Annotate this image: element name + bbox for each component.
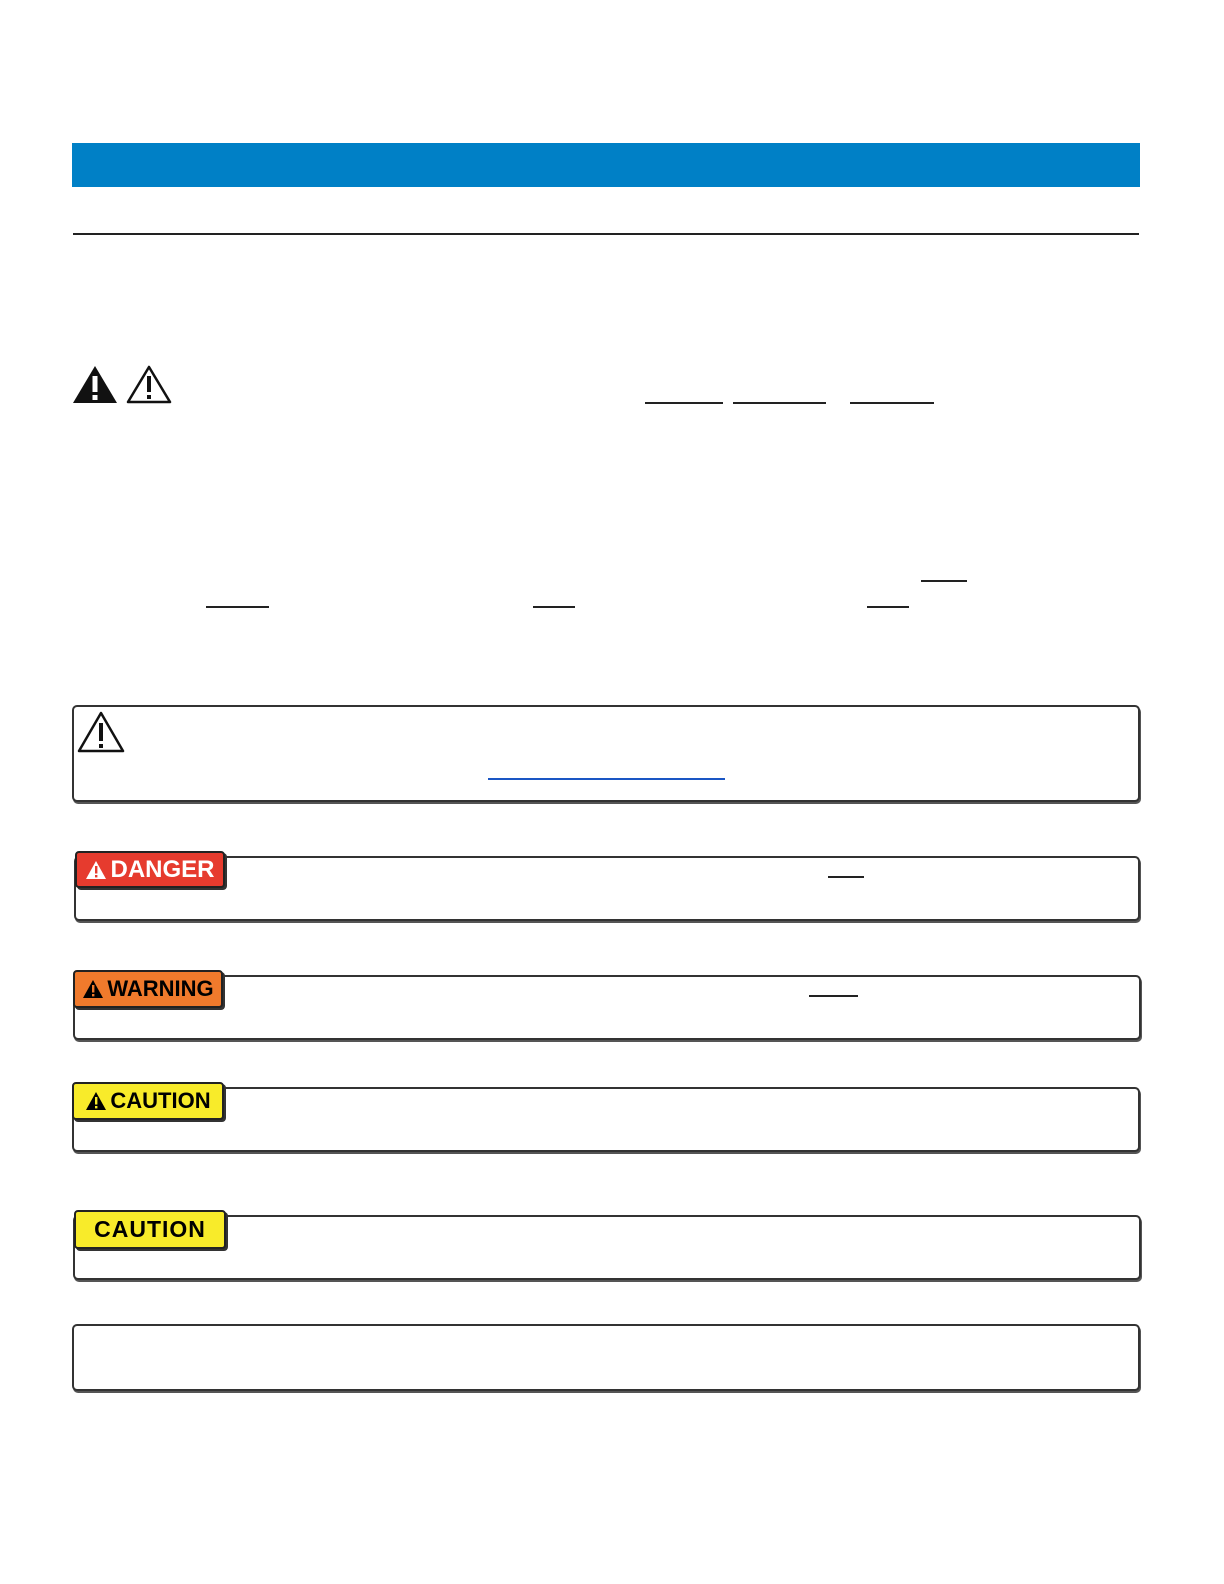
underline-mark [533, 606, 575, 608]
underline-mark [206, 606, 269, 608]
underline-mark [867, 606, 909, 608]
caution-alert-definition-box [72, 1087, 1140, 1152]
danger-definition-box [74, 856, 1140, 921]
danger-label: DANGER [110, 855, 215, 883]
header-divider [73, 233, 1139, 235]
danger-signal-word [75, 851, 225, 888]
warning-triangle-icon [85, 860, 107, 880]
warning-triangle-icon [82, 979, 104, 999]
underline-mark [733, 402, 826, 404]
underline-mark [645, 402, 723, 404]
caution-signal-word [74, 1210, 226, 1249]
underline-mark [850, 402, 934, 404]
safety-alert-symbols [72, 364, 172, 404]
warning-triangle-outline-icon [77, 710, 125, 754]
warning-label: WARNING [107, 976, 214, 1001]
underline-mark [809, 995, 858, 997]
link-underline[interactable] [488, 778, 725, 780]
warning-signal-word [73, 970, 223, 1008]
caution-alert-signal-word [72, 1082, 224, 1120]
caution-label: CAUTION [94, 1216, 206, 1242]
caution-alert-label: CAUTION [110, 1088, 211, 1113]
warning-triangle-outline-icon [126, 364, 172, 404]
underline-mark [828, 876, 864, 878]
caution-definition-box [73, 1215, 1141, 1280]
section-header-bar [72, 143, 1140, 187]
safety-notice-box [72, 705, 1140, 802]
underline-mark [921, 580, 967, 582]
warning-definition-box [73, 975, 1141, 1040]
warning-triangle-solid-icon [72, 364, 118, 404]
warning-triangle-icon [85, 1091, 107, 1111]
notice-definition-box [72, 1324, 1140, 1391]
